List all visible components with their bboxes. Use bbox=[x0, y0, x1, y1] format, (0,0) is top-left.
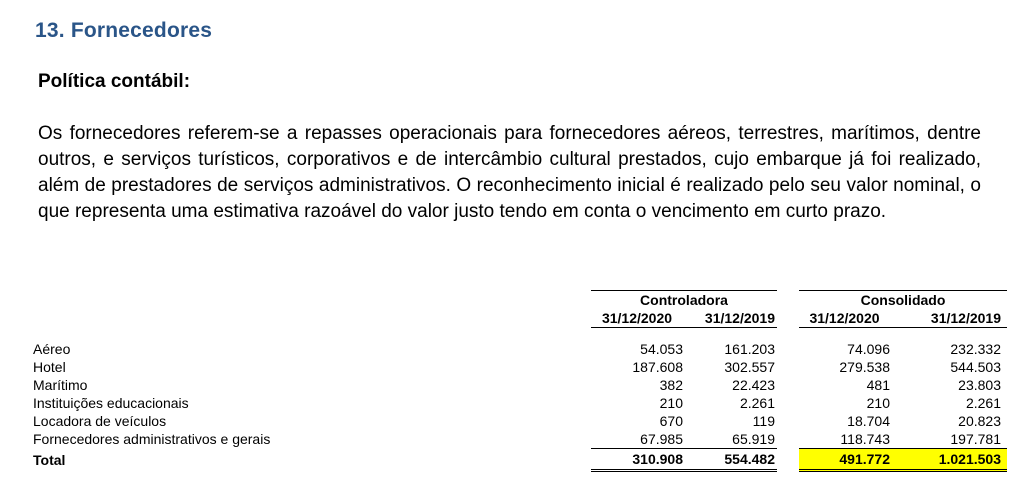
cell-value: 54.053 bbox=[640, 341, 683, 357]
date-header-row bbox=[33, 309, 1007, 328]
cell-value: 67.985 bbox=[591, 430, 683, 449]
cell-value: 20.823 bbox=[958, 413, 1001, 429]
total-row bbox=[33, 449, 1007, 471]
section-title: 13. Fornecedores bbox=[35, 19, 213, 42]
cell-value: 187.608 bbox=[632, 359, 683, 375]
cell-value: 210 bbox=[866, 395, 890, 411]
subtitle: Política contábil: bbox=[38, 71, 191, 92]
cell-value: 382 bbox=[659, 377, 683, 393]
cell-value: 2.261 bbox=[965, 395, 1001, 411]
cell-value: 481 bbox=[866, 377, 890, 393]
cell-value: 279.538 bbox=[839, 359, 890, 375]
highlighted-total-value: 491.772 bbox=[799, 449, 890, 471]
cell-value: 232.332 bbox=[950, 341, 1001, 357]
cell-value: 119 bbox=[752, 413, 775, 429]
table-row bbox=[33, 340, 1007, 358]
cell-value: 670 bbox=[659, 413, 683, 429]
group-header-row bbox=[33, 291, 1007, 310]
column-header: 31/12/2020 bbox=[799, 309, 890, 328]
column-header: 31/12/2019 bbox=[890, 309, 1007, 328]
row-label: Instituições educacionais bbox=[33, 395, 189, 411]
cell-value: 23.803 bbox=[958, 377, 1001, 393]
column-header: 31/12/2020 bbox=[591, 309, 683, 328]
total-label: Total bbox=[33, 451, 66, 468]
row-label: Hotel bbox=[33, 359, 66, 375]
cell-value: 210 bbox=[659, 395, 683, 411]
table-row bbox=[33, 430, 1007, 449]
controladora-header: Controladora bbox=[591, 291, 777, 310]
total-value: 554.482 bbox=[683, 449, 777, 471]
cell-value: 302.557 bbox=[724, 359, 775, 375]
cell-value: 65.919 bbox=[683, 430, 777, 449]
cell-value: 2.261 bbox=[739, 395, 775, 411]
column-header: 31/12/2019 bbox=[683, 309, 777, 328]
cell-value: 544.503 bbox=[950, 359, 1001, 375]
cell-value: 18.704 bbox=[847, 413, 890, 429]
row-label: Aéreo bbox=[33, 341, 71, 357]
cell-value: 74.096 bbox=[847, 341, 890, 357]
total-value: 310.908 bbox=[591, 449, 683, 471]
cell-value: 197.781 bbox=[890, 430, 1007, 449]
suppliers-table bbox=[33, 290, 1007, 472]
table-row bbox=[33, 394, 1007, 412]
row-label: Fornecedores administrativos e gerais bbox=[33, 431, 271, 448]
highlighted-total-value: 1.021.503 bbox=[890, 449, 1007, 471]
cell-value: 161.203 bbox=[724, 341, 775, 357]
consolidado-header: Consolidado bbox=[799, 291, 1007, 310]
cell-value: 22.423 bbox=[732, 377, 775, 393]
row-label: Marítimo bbox=[33, 377, 88, 393]
cell-value: 118.743 bbox=[799, 430, 890, 449]
row-label: Locadora de veículos bbox=[33, 413, 167, 429]
table-row bbox=[33, 358, 1007, 376]
table-row bbox=[33, 376, 1007, 394]
accounting-policy-paragraph: Os fornecedores referem-se a repasses operacionais para fornecedores aéreos, terrestres, marítimos, dentre outros, e serviços turísticos, corporativos e de intercâmbio cultural prestados, cujo embarque já foi realizado, além de prestadores de serviços administrativos. O reconhecimento inicial é realizado pelo seu valor nominal, o que representa uma estimativa razoável do valor justo tendo em conta o vencimento em curto prazo. bbox=[38, 123, 981, 222]
table-row bbox=[33, 412, 1007, 430]
